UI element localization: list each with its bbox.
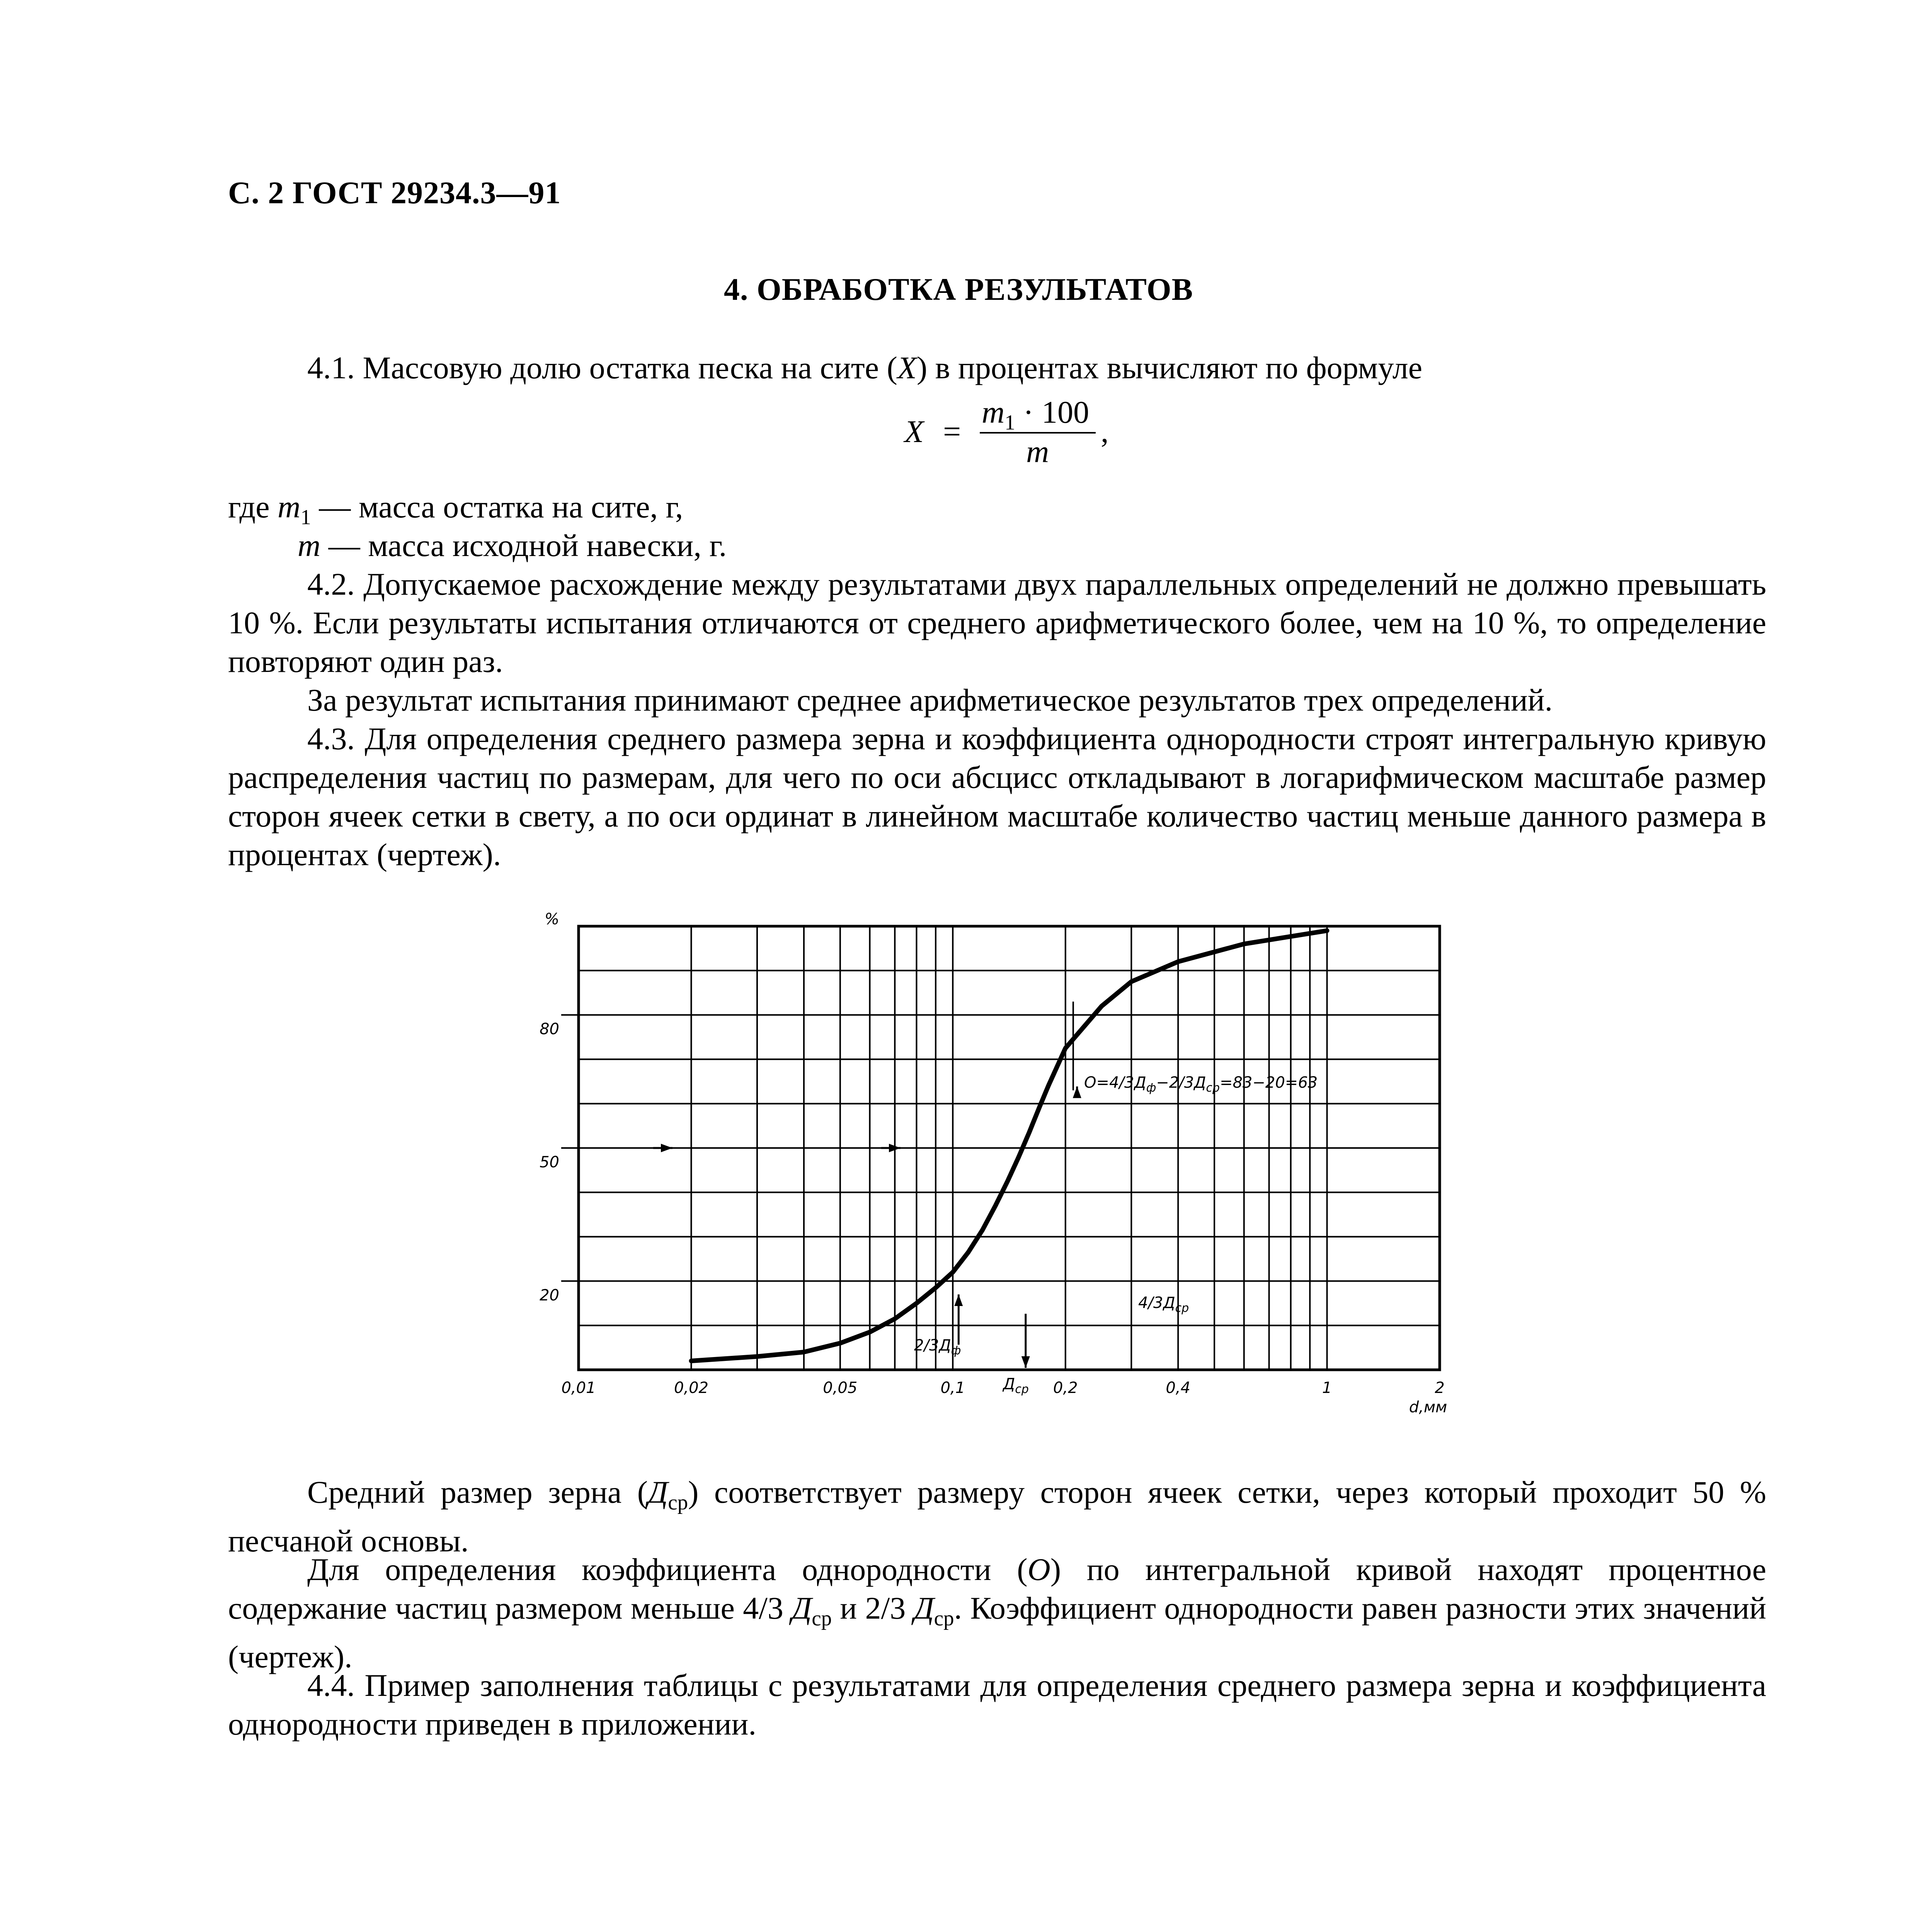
chart-x-tick-label: 2 [1435, 1379, 1445, 1397]
p41-variable: X [897, 350, 917, 385]
chart-x-tick-label: 0,1 [940, 1379, 965, 1397]
chart-arrow-d-mean-head [1021, 1356, 1030, 1368]
mean-sub: ср [668, 1490, 688, 1514]
chart-annotation-coefficient: $О=4/3Д_ф-2/3Д_{ср}=83-20=63$ [1084, 1074, 1318, 1095]
mean-text-b: ) соответствует размеру сторон ячеек сетки, через который проходит 50 % песчаной основы. [228, 1475, 1766, 1559]
chart-x-tick-label: 0,01 [561, 1379, 596, 1397]
mean-text-a: Средний размер зерна ( [307, 1475, 648, 1510]
mean-var: Д [648, 1475, 668, 1510]
chart-annotation-two-thirds: $2/3Д_ф$ [914, 1337, 961, 1357]
coef-text-c: и 2/3 [832, 1590, 914, 1626]
formula-equals: = [943, 414, 961, 449]
where2-text: — масса исходной навески, г. [320, 528, 727, 563]
chart-y-tick-label: 20 [540, 1286, 559, 1304]
chart-x-tick-label: 0,02 [674, 1379, 709, 1397]
coef-var-3: Д [914, 1590, 934, 1626]
chart-arrow-two-thirds-head [954, 1294, 963, 1306]
paragraph-4-2b: За результат испытания принимают среднее арифметическое результатов трех определений. [307, 682, 1553, 718]
paragraph-4-3: 4.3. Для определения среднего размера зерна и коэффициента однородности строят интегральную кривую распределения частиц по размерам, для чего по оси абсцисс откладывают в логарифмическом масштабе размер сторон ячеек сетки в свету, а по оси ординат в линейном масштабе количество частиц меньше данного размера в процентах (чертеж). [228, 721, 1766, 872]
where-prefix: где [228, 489, 278, 524]
where1-variable: m [278, 489, 301, 524]
where2-variable: m [298, 528, 321, 563]
coef-sub-3: ср [934, 1606, 954, 1630]
coef-var-2: Д [792, 1590, 812, 1626]
chart-y-tick-label: 80 [540, 1020, 559, 1038]
chart-series-line [691, 931, 1327, 1361]
chart-annotation-d-mean: $Д_{ср}$ [1003, 1375, 1029, 1396]
paragraph-uniformity [228, 1550, 1766, 1676]
coef-var: О [1027, 1552, 1050, 1587]
chart-x-tick-label: 0,2 [1053, 1379, 1078, 1397]
chart-arrow-50-left-head [661, 1144, 672, 1152]
chart-x-tick-label: 0,4 [1166, 1379, 1191, 1397]
p41-text: 4.1. Массовую долю остатка песка на сите ( [307, 350, 897, 385]
page-header: С. 2 ГОСТ 29234.3—91 [228, 175, 561, 210]
chart-x-tick-label: 1 [1322, 1379, 1332, 1397]
chart-x-tick-label: 0,05 [823, 1379, 858, 1397]
chart-x-axis-label: d,мм [1409, 1398, 1447, 1416]
chart-arrow-four-thirds-head [1073, 1087, 1081, 1098]
formula-num-sub: 1 [1004, 410, 1015, 434]
paragraph-mean-size [228, 1473, 1766, 1560]
paragraph-4-2: 4.2. Допускаемое расхождение между результатами двух параллельных определений не должно превышать 10 %. Если результаты испытания отличаются от среднего арифметического более, чем на 10 %, то определение повторяют один раз. [228, 566, 1766, 679]
formula-comma: , [1101, 414, 1109, 449]
formula-num-rest: · 100 [1015, 395, 1090, 430]
chart-y-tick-label: 50 [540, 1153, 559, 1171]
where1-sub: 1 [300, 505, 311, 529]
formula-denominator: m [1026, 434, 1049, 469]
paragraph-4-4: 4.4. Пример заполнения таблицы с результатами для определения среднего размера зерна и коэффициента однородности приведен в приложении. [228, 1668, 1766, 1742]
where1-text: — масса остатка на сите, г, [311, 489, 683, 524]
coef-text-a: Для определения коэффициента однородности ( [307, 1552, 1028, 1587]
section-title: 4. ОБРАБОТКА РЕЗУЛЬТАТОВ [724, 272, 1193, 307]
chart-y-axis-label: % [544, 910, 559, 928]
coef-sub-2: ср [812, 1606, 832, 1630]
chart-annotation-four-thirds: $4/3Д_{ср}$ [1138, 1294, 1189, 1315]
coef-text-d: . Коэффициент однородности равен разности этих значений (чертеж). [228, 1590, 1767, 1675]
coef-text-b: ) по интегральной кривой находят процентное содержание частиц размером меньше 4/3 [228, 1552, 1766, 1626]
p41-text-end: ) в процентах вычисляют по формуле [916, 350, 1423, 385]
formula-num-var: m [982, 395, 1005, 430]
formula-lhs: X [904, 414, 924, 449]
